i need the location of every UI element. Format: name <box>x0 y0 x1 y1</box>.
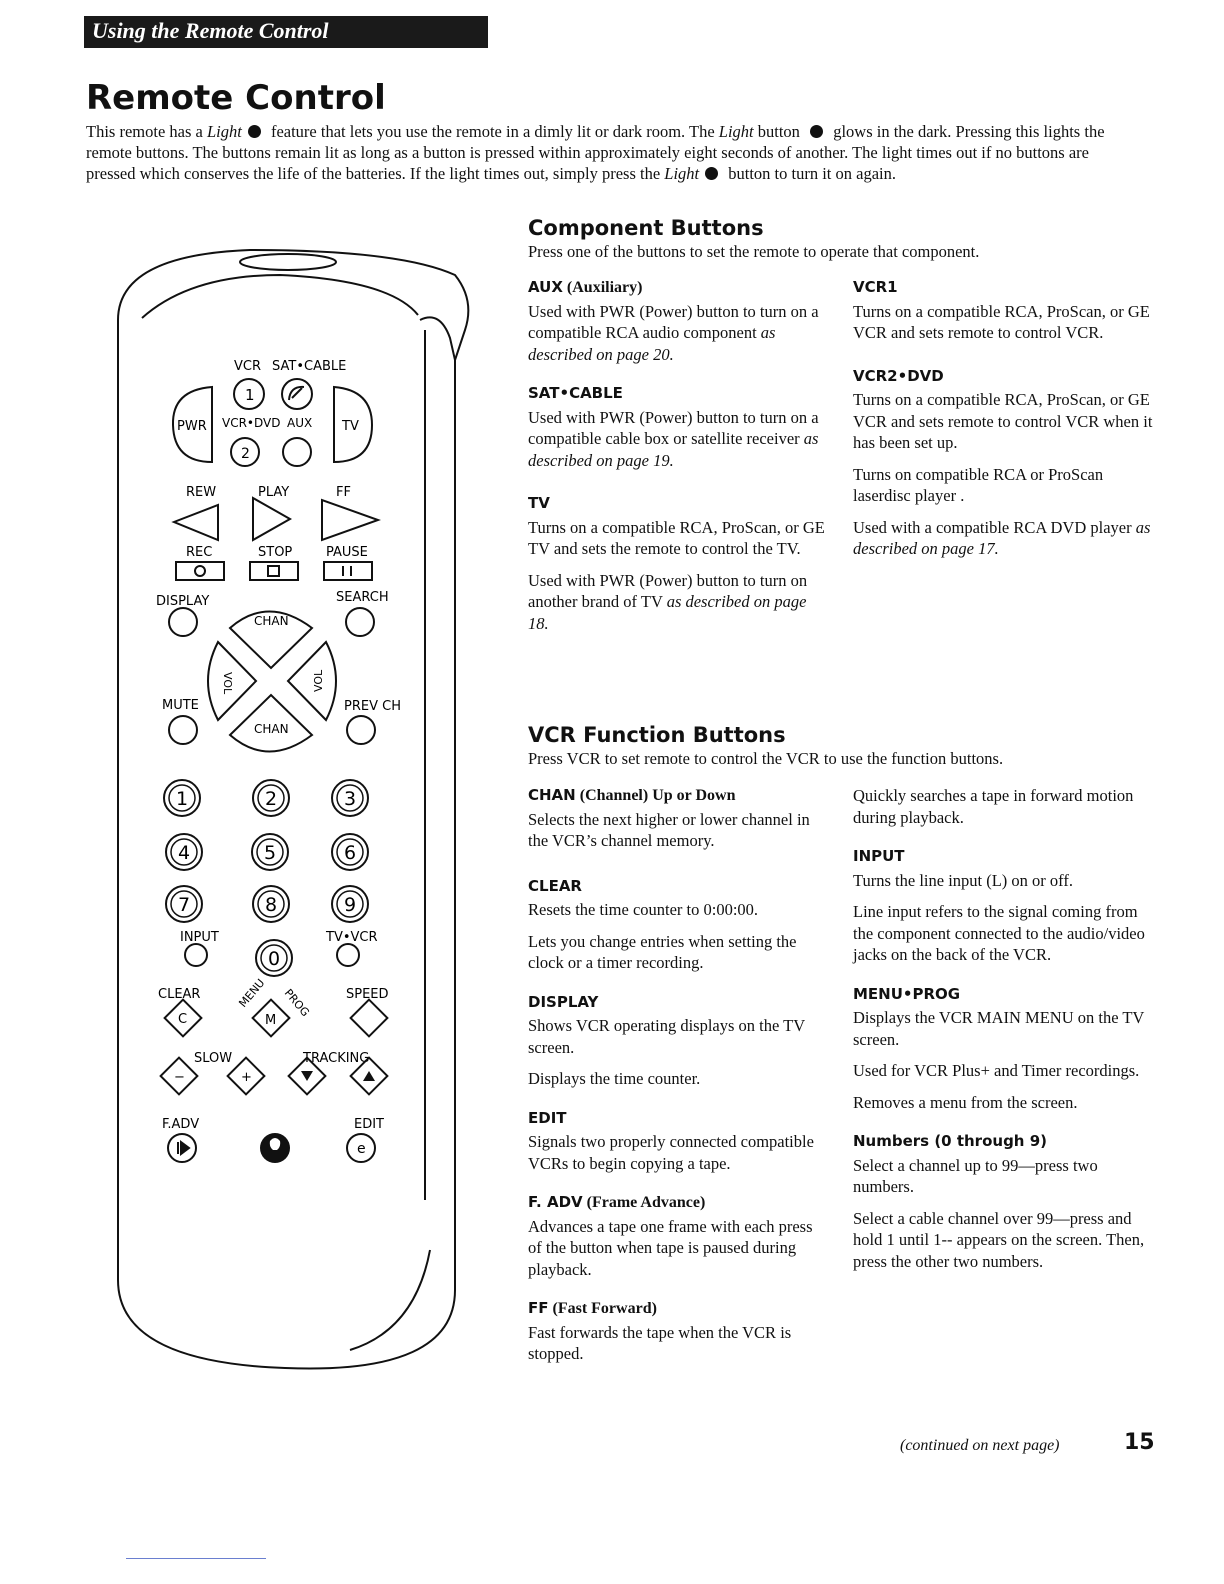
search-label: SEARCH <box>336 590 389 605</box>
pause-button[interactable] <box>324 562 372 580</box>
ff-heading-label: FF <box>528 1299 549 1317</box>
aux-button[interactable] <box>283 438 311 466</box>
continued-note: (continued on next page) <box>900 1437 1060 1454</box>
digit-6-label: 6 <box>344 842 357 864</box>
chan-up-label: CHAN <box>254 614 289 628</box>
menu-prog-text-3: Removes a menu from the screen. <box>853 1092 1078 1112</box>
display-text-1: Shows VCR operating displays on the TV screen. <box>528 1016 805 1057</box>
vol-down-label: VOL <box>221 672 234 695</box>
ff-text: Fast forwards the tape when the VCR is stopped. <box>528 1322 792 1363</box>
input-heading: INPUT <box>853 847 905 865</box>
intro-text: feature that lets you use the remote in a dimly lit or dark room. The <box>266 122 719 141</box>
digit-7-button[interactable] <box>166 886 202 922</box>
aux-text <box>528 301 828 366</box>
tv-text-1: Turns on a compatible RCA, ProScan, or GE TV and sets the remote to control the TV. <box>528 517 825 558</box>
stop-label: STOP <box>258 545 293 560</box>
slow-minus-button[interactable] <box>161 1058 198 1095</box>
chan-text: Selects the next higher or lower channel in the VCR’s channel memory. <box>528 809 810 850</box>
ff-text-continued: Quickly searches a tape in forward motion during playback. <box>853 786 1134 827</box>
digit-2-button[interactable] <box>253 780 289 816</box>
tv-vcr-button[interactable] <box>337 944 359 966</box>
vcr2-dvd-text-3 <box>853 517 1153 560</box>
intro-text: glows in the dark. Pressing this lights the remote buttons. The buttons remain lit as long as a button is pressed within approximately eight seconds of another. The light times out if no buttons are pressed which conserves the life of the batteries. If the light times out, simply press the <box>86 122 1105 183</box>
menu-prog-description <box>853 984 1153 1114</box>
digit-0-button[interactable] <box>256 940 292 976</box>
chan-description <box>528 785 828 852</box>
light-bulb-icon <box>705 167 718 180</box>
vcr-function-left-column <box>528 785 828 1383</box>
satellite-dish-icon <box>289 387 304 400</box>
rew-label: REW <box>186 485 217 500</box>
clear-text-1: Resets the time counter to 0:00:00. <box>528 900 759 919</box>
fadv-description <box>528 1192 828 1280</box>
light-bulb-icon <box>270 1138 280 1150</box>
intro-light-term: Light <box>664 164 700 183</box>
component-buttons-heading: Component Buttons <box>528 216 764 240</box>
ff-description <box>528 1298 828 1365</box>
rew-button[interactable] <box>174 505 218 540</box>
input-button[interactable] <box>185 944 207 966</box>
prog-label: PROG <box>281 986 312 1020</box>
play-label: PLAY <box>258 485 290 500</box>
numbers-text-1: Select a channel up to 99—press two numbers. <box>853 1155 1098 1196</box>
clear-text-2: Lets you change entries when setting the clock or a timer recording. <box>528 931 797 972</box>
vcr2-number: 2 <box>241 446 250 462</box>
intro-text: button to turn it on again. <box>724 164 896 183</box>
display-heading: DISPLAY <box>528 992 599 1011</box>
numbers-heading: Numbers (0 through 9) <box>853 1132 1047 1150</box>
menu-prog-text-2: Used for VCR Plus+ and Timer recordings. <box>853 1061 1140 1080</box>
input-description <box>853 846 1153 966</box>
vcr1-number: 1 <box>245 386 255 404</box>
remote-top-arc <box>142 275 418 318</box>
vol-up-label: VOL <box>312 669 325 692</box>
display-text-2: Displays the time counter. <box>528 1069 701 1088</box>
digit-9-label: 9 <box>344 894 357 916</box>
frame-advance-icon <box>178 1142 189 1154</box>
sat-cable-text-main: Used with PWR (Power) button to turn on a compatible cable box or satellite receiver <box>528 407 819 448</box>
search-button[interactable] <box>346 608 374 636</box>
play-button[interactable] <box>253 498 290 540</box>
digit-3-button[interactable] <box>332 780 368 816</box>
fadv-heading-rest: (Frame Advance) <box>582 1194 706 1211</box>
vcr2-dvd-heading: VCR2•DVD <box>853 366 944 385</box>
numbers-text-2: Select a cable channel over 99—press and hold 1 until 1-- appears on the screen. Then, press the other two numbers. <box>853 1208 1145 1271</box>
digit-7-label: 7 <box>178 894 191 916</box>
slow-plus-button[interactable] <box>228 1058 265 1095</box>
aux-heading <box>528 277 828 299</box>
f-adv-label: F.ADV <box>162 1117 200 1132</box>
vcr2-dvd-button[interactable] <box>231 438 259 466</box>
sat-cable-label: SAT•CABLE <box>272 359 347 374</box>
menu-prog-button[interactable] <box>253 1000 290 1037</box>
tracking-label: TRACKING <box>303 1051 370 1066</box>
prev-ch-label: PREV CH <box>344 699 401 714</box>
slow-plus-label: + <box>241 1070 252 1085</box>
ff-label: FF <box>336 485 351 500</box>
clear-heading: CLEAR <box>528 876 582 895</box>
intro-text: This remote has a <box>86 122 207 141</box>
f-adv-button[interactable] <box>168 1134 196 1162</box>
light-button[interactable] <box>260 1133 290 1163</box>
edit-heading: EDIT <box>528 1108 567 1127</box>
rec-label: REC <box>186 545 213 560</box>
section-banner-text: Using the Remote Control <box>92 18 329 43</box>
tv-text-2 <box>528 570 828 635</box>
remote-side-curve <box>350 1250 430 1350</box>
edit-e-label: e <box>357 1141 366 1157</box>
input-label: INPUT <box>180 930 219 945</box>
vcr2-dvd-text-3-main: Used with a compatible RCA DVD player <box>853 517 1136 537</box>
edit-text: Signals two properly connected compatible VCRs to begin copying a tape. <box>528 1132 814 1173</box>
menu-label: MENU <box>236 976 268 1010</box>
chan-down-label: CHAN <box>254 722 289 736</box>
vcr-function-right-column <box>853 785 1153 1290</box>
vcr-dvd-label: VCR•DVD <box>222 416 281 430</box>
tv-text-2-ref: as described on page 18. <box>528 592 807 633</box>
digit-8-label: 8 <box>265 894 278 916</box>
numbers-description <box>853 1131 1153 1272</box>
sat-cable-text-ref: as described on page 19. <box>528 429 819 470</box>
footer-rule <box>126 1558 266 1559</box>
chan-heading <box>528 785 828 807</box>
digit-1-button[interactable] <box>164 780 200 816</box>
vcr2-dvd-text-1: Turns on a compatible RCA, ProScan, or GE VCR and sets remote to control VCR when it has been set up. <box>853 390 1153 452</box>
aux-text-main: Used with PWR (Power) button to turn on a compatible RCA audio component <box>528 301 819 342</box>
vcr-function-subtitle: Press VCR to set remote to control the VCR to use the function buttons. <box>528 749 1004 768</box>
arrow-down-icon <box>301 1071 313 1081</box>
digit-2-label: 2 <box>265 788 278 810</box>
component-buttons-subtitle: Press one of the buttons to set the remote to operate that component. <box>528 242 980 261</box>
tv-vcr-label: TV•VCR <box>326 930 378 945</box>
vcr-function-heading: VCR Function Buttons <box>528 723 786 747</box>
sat-cable-heading: SAT•CABLE <box>528 384 623 402</box>
vcr1-text: Turns on a compatible RCA, ProScan, or GE VCR and sets remote to control VCR. <box>853 301 1150 342</box>
vcr2-dvd-description <box>853 366 1153 560</box>
sat-cable-description <box>528 383 828 471</box>
numeric-keypad <box>164 780 368 976</box>
fadv-heading-label: F. ADV <box>528 1193 583 1211</box>
rec-button[interactable] <box>176 562 224 580</box>
tv-label: TV <box>342 419 359 434</box>
edit-label: EDIT <box>354 1117 384 1132</box>
display-label: DISPLAY <box>156 594 210 609</box>
digit-4-button[interactable] <box>166 834 202 870</box>
digit-9-button[interactable] <box>332 886 368 922</box>
display-description <box>528 992 828 1090</box>
prev-ch-button[interactable] <box>347 716 375 744</box>
aux-label: AUX <box>287 416 313 430</box>
stop-button[interactable] <box>250 562 298 580</box>
mute-label: MUTE <box>162 698 199 713</box>
digit-5-button[interactable] <box>252 834 288 870</box>
slow-minus-label: − <box>174 1070 185 1085</box>
component-right-column <box>853 277 1153 578</box>
vcr-label: VCR <box>234 359 262 374</box>
digit-3-label: 3 <box>344 788 357 810</box>
pause-label: PAUSE <box>326 545 368 560</box>
vcr1-button[interactable] <box>234 379 264 409</box>
sat-cable-text <box>528 407 828 472</box>
tv-heading: TV <box>528 494 550 512</box>
display-button[interactable] <box>169 608 197 636</box>
mute-button[interactable] <box>169 716 197 744</box>
clear-label: CLEAR <box>158 987 201 1002</box>
page-title: Remote Control <box>86 78 386 118</box>
tv-description <box>528 493 828 634</box>
tv-button[interactable] <box>334 387 372 462</box>
edit-button[interactable] <box>347 1134 375 1162</box>
vcr1-heading: VCR1 <box>853 278 898 296</box>
input-text-1: Turns the line input (L) on or off. <box>853 870 1073 890</box>
arrow-up-icon <box>363 1071 375 1081</box>
digit-0-label: 0 <box>268 948 281 970</box>
aux-heading-label: AUX <box>528 278 563 296</box>
fadv-heading <box>528 1192 828 1214</box>
tv-text-2-main: Used with PWR (Power) button to turn on another brand of TV <box>528 570 808 611</box>
fadv-text: Advances a tape one frame with each press of the button when tape is paused during playback. <box>528 1216 813 1279</box>
digit-6-button[interactable] <box>332 834 368 870</box>
input-text-2: Line input refers to the signal coming from the component connected to the audio/video jacks on the back of the VCR. <box>853 902 1145 964</box>
menu-prog-text-1: Displays the VCR MAIN MENU on the TV screen. <box>853 1008 1145 1049</box>
aux-description <box>528 277 828 365</box>
sat-cable-button[interactable] <box>282 379 312 409</box>
intro-light-term: Light <box>718 122 754 141</box>
ff-heading <box>528 1298 828 1320</box>
vcr1-description <box>853 277 1153 344</box>
clear-button[interactable] <box>165 1000 202 1037</box>
remote-ir-window <box>240 254 336 270</box>
aux-text-ref: as described on page 20. <box>528 323 776 364</box>
chan-heading-rest: (Channel) Up or Down <box>575 787 736 804</box>
pwr-button[interactable] <box>173 387 212 462</box>
aux-heading-rest: (Auxiliary) <box>562 279 643 296</box>
vcr2-dvd-text-2: Turns on compatible RCA or ProScan laserdisc player . <box>853 464 1104 505</box>
remote-control-illustration <box>0 0 520 1400</box>
clear-description <box>528 876 828 974</box>
digit-4-label: 4 <box>178 842 191 864</box>
speed-label: SPEED <box>346 987 389 1002</box>
component-left-column <box>528 277 828 652</box>
menu-m-label: M <box>265 1013 277 1028</box>
menu-prog-heading: MENU•PROG <box>853 984 961 1003</box>
ff-heading-rest: (Fast Forward) <box>548 1300 657 1317</box>
intro-text: button <box>753 122 805 141</box>
digit-5-label: 5 <box>264 842 277 864</box>
light-bulb-icon <box>810 125 823 138</box>
slow-label: SLOW <box>194 1051 233 1066</box>
edit-description <box>528 1108 828 1175</box>
vcr2-dvd-text-3-ref: as described on page 17. <box>853 517 1151 558</box>
intro-light-term: Light <box>206 122 242 141</box>
ff-button[interactable] <box>322 500 378 540</box>
chan-heading-label: CHAN <box>528 786 576 804</box>
page-number: 15 <box>1124 1430 1155 1455</box>
digit-8-button[interactable] <box>253 886 289 922</box>
pwr-label: PWR <box>177 419 207 434</box>
speed-button[interactable] <box>351 1000 388 1037</box>
digit-1-label: 1 <box>176 788 189 810</box>
clear-c-label: C <box>178 1012 188 1027</box>
